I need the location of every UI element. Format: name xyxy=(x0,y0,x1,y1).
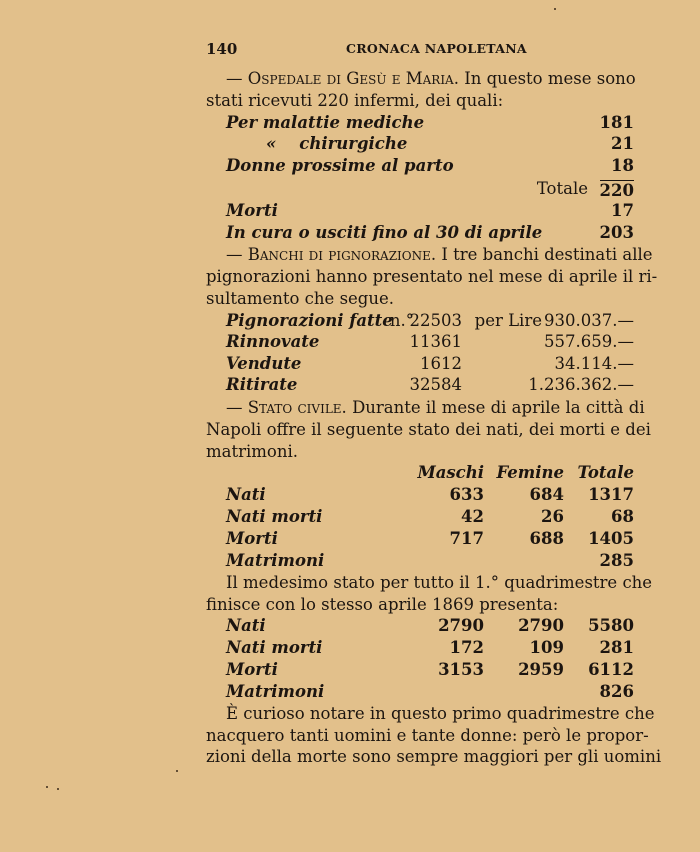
cell-femine: 684 xyxy=(529,485,564,504)
total-label: Totale xyxy=(536,179,588,198)
cell-maschi: 633 xyxy=(449,485,484,504)
row-label: Nati morti xyxy=(226,507,323,526)
ospedale-morti-row: Morti 17 xyxy=(226,201,634,220)
banchi-row: Ritirate 32584 1.236.362.— xyxy=(226,375,634,394)
cell-totale: 1317 xyxy=(588,485,634,504)
cell-totale: 285 xyxy=(599,551,634,570)
section-heading-banchi: Banchi di pignorazione. xyxy=(247,245,437,264)
banchi-intro-line3: sultamento che segue. xyxy=(206,289,394,308)
ospedale-row: Donne prossime al parto 18 xyxy=(226,156,634,175)
cell-totale: 6112 xyxy=(588,660,634,679)
cell-maschi: 717 xyxy=(449,529,484,548)
cell-maschi: 3153 xyxy=(438,660,484,679)
ospedale-total-row xyxy=(206,178,634,200)
column-header-femine: Femine xyxy=(496,463,564,482)
banchi-row: Vendute 1612 34.114.— xyxy=(226,354,634,373)
stato-civile-row xyxy=(206,681,634,703)
paper-speck xyxy=(554,8,556,10)
column-header-totale: Totale xyxy=(577,463,634,482)
row-label: Morti xyxy=(226,529,278,548)
page-header xyxy=(206,38,634,60)
ospedale-in-cura-row: In cura o usciti fino al 30 di aprile 203 xyxy=(226,223,634,242)
section-heading-ospedale: Ospedale di Gesù e Maria. xyxy=(247,69,459,88)
row-label: Nati xyxy=(226,485,266,504)
ospedale-intro-line1: — Ospedale di Gesù e Maria. In questo mese sono xyxy=(226,69,636,88)
quadrimestre-line2: finisce con lo stesso aprile 1869 presenta: xyxy=(206,595,559,614)
page-number: 140 xyxy=(206,40,238,58)
cell-totale: 281 xyxy=(599,638,634,657)
cell-maschi: 2790 xyxy=(438,616,484,635)
ospedale-intro-line2: stati ricevuti 220 infermi, dei quali: xyxy=(206,91,504,110)
stato-civile-row xyxy=(206,550,634,572)
closing-line3: zioni della morte sono sempre maggiori per gli uomini xyxy=(206,747,662,766)
banchi-intro-line2: pignorazioni hanno presentato nel mese di aprile il ri- xyxy=(206,267,658,286)
stato-civile-row xyxy=(206,637,634,659)
cell-femine: 688 xyxy=(529,529,564,548)
cell-femine: 2790 xyxy=(518,616,564,635)
ospedale-row: « chirurgiche 21 xyxy=(266,134,634,153)
ospedale-row: Per malattie mediche 181 xyxy=(226,113,634,132)
stato-civile-row xyxy=(206,615,634,637)
cell-maschi: 172 xyxy=(449,638,484,657)
row-label: Morti xyxy=(226,660,278,679)
stato-civile-intro-line3: matrimoni. xyxy=(206,442,299,461)
stato-civile-row xyxy=(206,528,634,550)
stato-civile-intro-line1: — Stato civile. Durante il mese di aprile la città di xyxy=(226,398,645,417)
row-label: Matrimoni xyxy=(226,682,325,701)
cell-femine: 2959 xyxy=(518,660,564,679)
paper-speck xyxy=(176,770,178,772)
closing-line2: nacquero tanti uomini e tante donne: però le propor- xyxy=(206,726,649,745)
row-label: Matrimoni xyxy=(226,551,325,570)
stato-civile-row xyxy=(206,484,634,506)
row-label: Nati morti xyxy=(226,638,323,657)
stato-civile-row xyxy=(206,506,634,528)
paper-speck xyxy=(57,788,59,790)
cell-femine: 26 xyxy=(541,507,564,526)
banchi-intro-line1: — Banchi di pignorazione. I tre banchi destinati alle xyxy=(226,245,653,264)
cell-totale: 68 xyxy=(611,507,634,526)
quadrimestre-line1: Il medesimo stato per tutto il 1.° quadrimestre che xyxy=(226,573,653,592)
section-heading-stato-civile: Stato civile. xyxy=(247,398,347,417)
running-title: CRONACA NAPOLETANA xyxy=(346,41,527,56)
paper-speck xyxy=(46,786,48,788)
banchi-row: Pignorazioni fatte n.° 22503 per Lire 930.037.— xyxy=(226,311,634,330)
cell-femine: 109 xyxy=(529,638,564,657)
column-header-maschi: Maschi xyxy=(417,463,484,482)
cell-totale: 826 xyxy=(599,682,634,701)
closing-line1: È curioso notare in questo primo quadrimestre che xyxy=(226,704,655,723)
stato-civile-intro-line2: Napoli offre il seguente stato dei nati, dei morti e dei xyxy=(206,420,651,439)
cell-maschi: 42 xyxy=(461,507,484,526)
total-value: 220 xyxy=(599,181,634,200)
stato-civile-row xyxy=(206,659,634,681)
cell-totale: 1405 xyxy=(588,529,634,548)
banchi-row: Rinnovate 11361 557.659.— xyxy=(226,332,634,351)
stato-civile-column-headers xyxy=(206,462,634,484)
row-label: Nati xyxy=(226,616,266,635)
cell-totale: 5580 xyxy=(588,616,634,635)
